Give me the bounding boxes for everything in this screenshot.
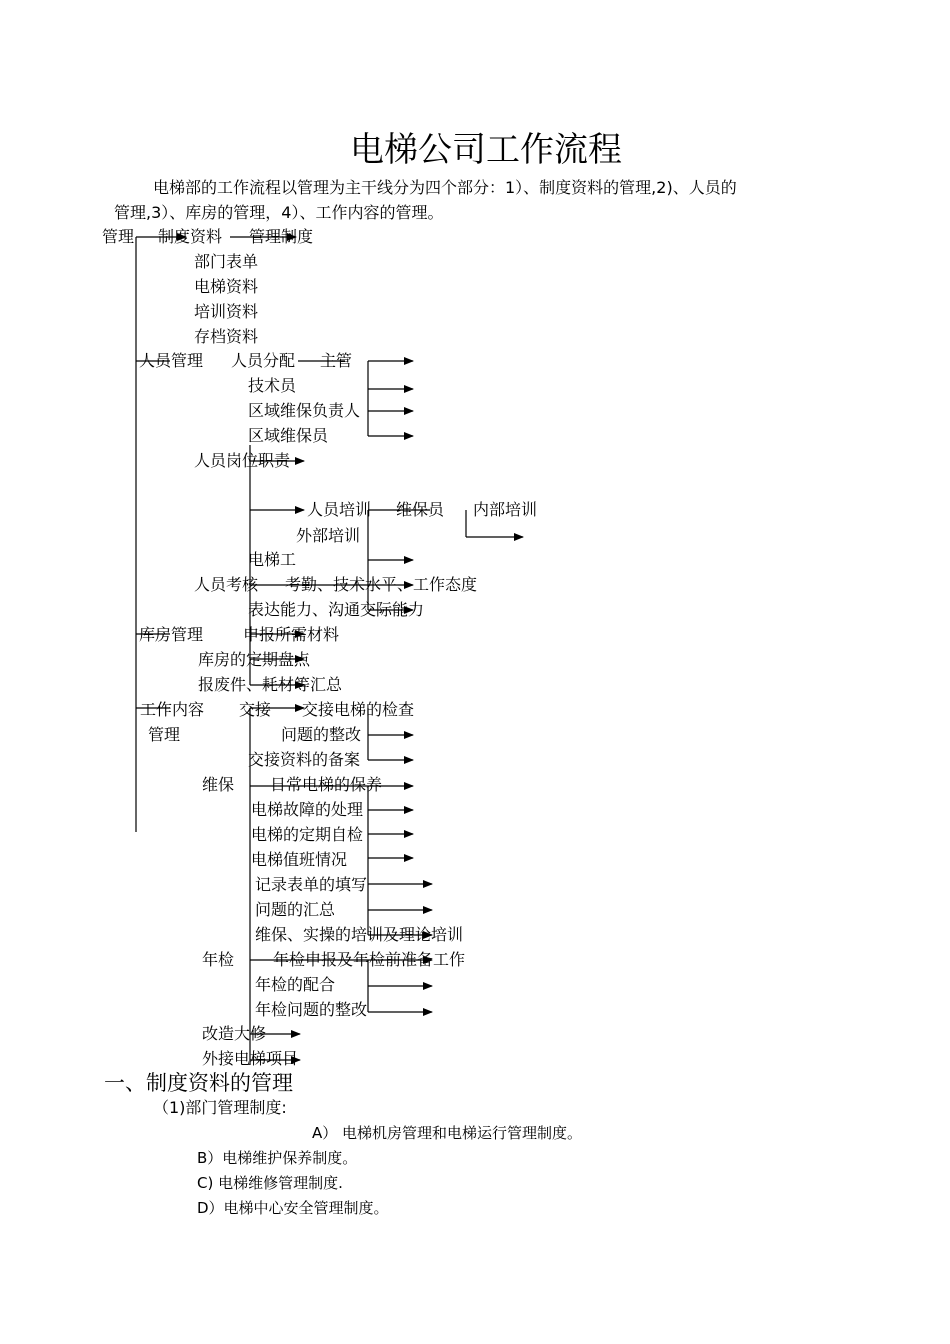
- s2-maint: 维保员: [396, 500, 445, 519]
- s1-item: 部门表单: [194, 252, 259, 271]
- s2-role: 技术员: [248, 376, 297, 395]
- s4-an-item: 年检问题的整改: [255, 1000, 368, 1019]
- s2-assess-items: 表达能力、沟通交际能力: [248, 600, 425, 619]
- s2-assess-items: 考勤、技术水平、工作态度: [285, 575, 478, 594]
- s4-overhaul: 改造大修: [202, 1024, 267, 1043]
- s4-mt-item: 日常电梯的保养: [270, 775, 383, 794]
- rule-item: D）电梯中心安全管理制度。: [197, 1199, 389, 1217]
- s2-alloc: 人员分配: [231, 351, 296, 370]
- s4-an-item: 年检的配合: [255, 975, 336, 994]
- s4-mt-item: 维保、实操的培训及理论培训: [255, 925, 464, 944]
- page-title: 电梯公司工作流程: [350, 130, 622, 170]
- s2-role: 区域维保员: [248, 426, 329, 445]
- s4-external: 外接电梯项目: [202, 1049, 299, 1068]
- s4-ho-item: 交接资料的备案: [248, 750, 361, 769]
- intro-line-1: 电梯部的工作流程以管理为主干线分为四个部分：1）、制度资料的管理,2)、人员的: [153, 178, 737, 197]
- section-heading: 一、制度资料的管理: [104, 1071, 293, 1095]
- s2-training: 人员培训: [307, 500, 372, 519]
- s2-internal: 内部培训: [473, 500, 538, 519]
- s2-elec: 电梯工: [248, 550, 297, 569]
- s3-label: 库房管理: [139, 625, 204, 644]
- s4-label: 工作内容: [140, 700, 205, 719]
- rule-item: A） 电梯机房管理和电梯运行管理制度。: [312, 1124, 583, 1142]
- intro-line-2: 管理,3）、库房的管理，4）、工作内容的管理。: [114, 203, 444, 222]
- s3-item: 报废件、耗材等汇总: [198, 675, 343, 694]
- s4-mt-item: 记录表单的填写: [255, 875, 368, 894]
- s1-label: 制度资料: [158, 227, 223, 246]
- s4-ho-item: 交接电梯的检查: [302, 700, 415, 719]
- s4-handover: 交接: [239, 700, 272, 719]
- s4-annual: 年检: [202, 950, 235, 969]
- s2-external: 外部培训: [296, 526, 361, 545]
- s4-mt-item: 电梯值班情况: [251, 850, 348, 869]
- s2-label: 人员管理: [139, 351, 204, 370]
- s1-item: 存档资料: [194, 327, 259, 346]
- s1-item: 培训资料: [194, 302, 259, 321]
- s3-item: 申报所需材料: [243, 625, 340, 644]
- s1-item: 管理制度: [249, 227, 314, 246]
- rule-item: C) 电梯维修管理制度.: [197, 1174, 343, 1192]
- s2-role: 区域维保负责人: [248, 401, 361, 420]
- flow-root: 管理: [102, 227, 135, 246]
- s4-an-item: 年检申报及年检前准备工作: [273, 950, 466, 969]
- s2-role: 主管: [320, 351, 353, 370]
- s2-duty: 人员岗位职责: [194, 451, 291, 470]
- s4-ho-item: 问题的整改: [281, 725, 362, 744]
- s4-mt-item: 电梯的定期自检: [251, 825, 364, 844]
- s4-mt-item: 问题的汇总: [255, 900, 336, 919]
- s4-maint: 维保: [202, 775, 235, 794]
- section-subheading: （1)部门管理制度:: [153, 1098, 287, 1117]
- s4-mt-item: 电梯故障的处理: [251, 800, 364, 819]
- s2-assess: 人员考核: [194, 575, 259, 594]
- s3-item: 库房的定期盘点: [198, 650, 311, 669]
- s1-item: 电梯资料: [194, 277, 259, 296]
- s4-label-2: 管理: [148, 725, 181, 744]
- rule-item: B）电梯维护保养制度。: [197, 1149, 358, 1167]
